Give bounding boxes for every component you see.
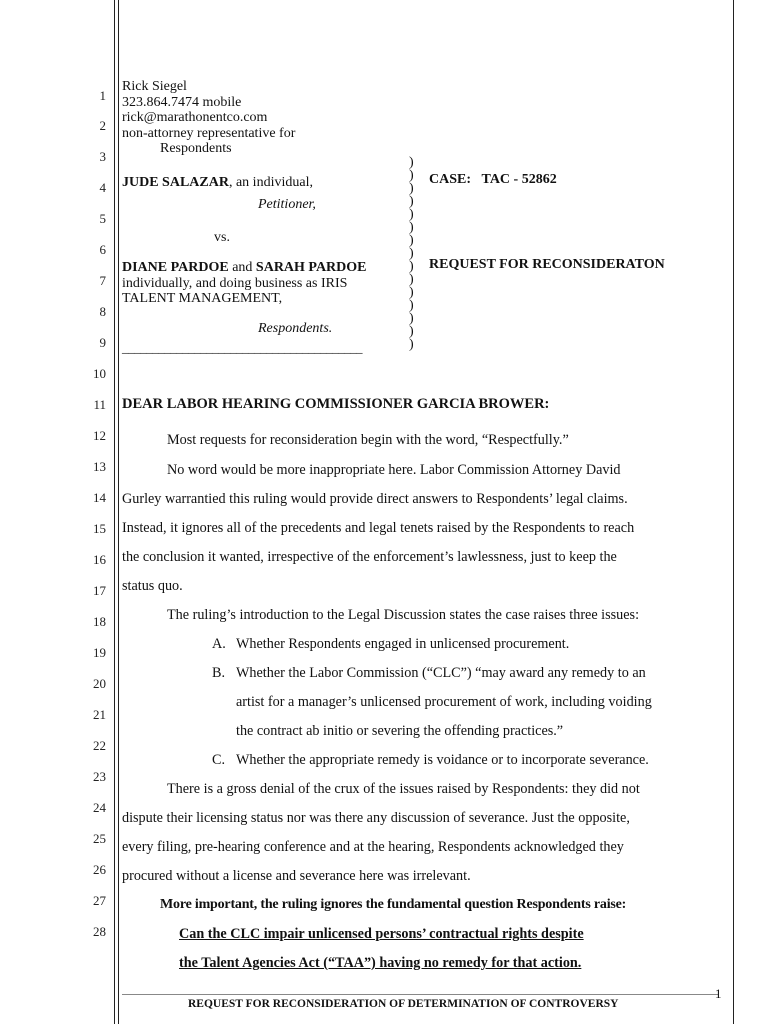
case-number-line: [429, 172, 557, 188]
respondent-description-1: individually, and doing business as IRIS: [122, 276, 348, 291]
line-number: 15: [93, 521, 106, 536]
question-line-2: the Talent Agencies Act (“TAA”) having no remedy for that action.: [179, 955, 582, 971]
paragraph-2-line-5: status quo.: [122, 578, 183, 594]
list-item-marker: C.: [212, 752, 226, 768]
line-number: 9: [99, 335, 106, 350]
list-item: Whether the appropriate remedy is voidance or to incorporate severance.: [236, 752, 649, 768]
line-number: 27: [93, 893, 106, 908]
list-item-continuation: the contract ab initio or severing the offending practices.”: [236, 723, 564, 739]
line-number: 18: [93, 614, 106, 629]
line-number: 16: [93, 552, 106, 567]
line-number: 14: [93, 490, 106, 505]
representative-name: Rick Siegel: [122, 79, 187, 94]
list-item-continuation: artist for a manager’s unlicensed procurement of work, including voiding: [236, 694, 652, 710]
line-number: 28: [93, 924, 106, 939]
conjunction-text: and: [228, 260, 256, 275]
line-number: 2: [99, 118, 106, 133]
line-number: 11: [93, 397, 106, 412]
left-margin-rule-1: [114, 0, 115, 1024]
representative-email: rick@marathonentco.com: [122, 110, 268, 125]
line-number: 5: [99, 211, 106, 226]
page-number: 1: [715, 986, 722, 1001]
line-number: 23: [93, 769, 106, 784]
respondent-label: Respondents.: [258, 321, 333, 336]
paragraph-2-line-2: Gurley warrantied this ruling would provide direct answers to Respondents’ legal claims.: [122, 491, 628, 507]
paragraph-4-line-1: There is a gross denial of the crux of the issues raised by Respondents: they did not: [167, 781, 640, 797]
representative-role: non-attorney representative for: [122, 126, 296, 141]
petitioner-line: [122, 175, 313, 191]
case-number: TAC - 52862: [481, 172, 557, 187]
paragraph-2-line-4: the conclusion it wanted, irrespective of the enforcement’s lawlessness, just to keep the: [122, 549, 617, 565]
line-number: 6: [99, 242, 106, 257]
line-number: 7: [99, 273, 106, 288]
paragraph-4-line-4: procured without a license and severance here was irrelevant.: [122, 868, 471, 884]
respondent-line: [122, 260, 367, 276]
line-number: 4: [99, 180, 106, 195]
question-line-1: Can the CLC impair unlicensed persons’ contractual rights despite: [179, 926, 584, 942]
line-number: 26: [93, 862, 106, 877]
line-number: 12: [93, 428, 106, 443]
paragraph-2-line-3: Instead, it ignores all of the precedents and legal tenets raised by the Respondents to reach: [122, 520, 635, 536]
line-number: 25: [93, 831, 106, 846]
respondent-description-2: TALENT MANAGEMENT,: [122, 291, 283, 306]
line-number: 22: [93, 738, 106, 753]
left-margin-rule-2: [118, 0, 119, 1024]
list-item: Whether Respondents engaged in unlicensed procurement.: [236, 636, 570, 652]
line-number: 17: [93, 583, 106, 598]
petitioner-name: JUDE SALAZAR: [122, 175, 229, 190]
line-number: 19: [93, 645, 106, 660]
line-number: 8: [99, 304, 106, 319]
respondent-name-2: SARAH PARDOE: [255, 260, 367, 275]
paragraph-5: More important, the ruling ignores the fundamental question Respondents raise:: [160, 897, 627, 912]
case-label: CASE:: [429, 172, 472, 187]
representative-client: Respondents: [160, 141, 232, 156]
paragraph-1: Most requests for reconsideration begin with the word, “Respectfully.”: [167, 432, 569, 448]
line-number: 1: [99, 88, 106, 103]
list-item-marker: A.: [212, 636, 226, 652]
representative-phone: 323.864.7474 mobile: [122, 95, 242, 110]
respondent-name-1: DIANE PARDOE: [122, 260, 229, 275]
list-item-marker: B.: [212, 665, 226, 681]
paragraph-2-line-1: No word would be more inappropriate here. Labor Commission Attorney David: [167, 462, 621, 478]
line-number: 24: [93, 800, 106, 815]
paragraph-4-line-2: dispute their licensing status nor was there any discussion of severance. Just the opposite,: [122, 810, 630, 826]
caption-parentheses: ) ) ) ) ) ) ) ) ) ) ) ) ) ) ): [409, 155, 414, 352]
line-number: 20: [93, 676, 106, 691]
footer-title: REQUEST FOR RECONSIDERATION OF DETERMINATION OF CONTROVERSY: [188, 998, 619, 1010]
caption-rule: ________________________________________: [122, 340, 362, 355]
paragraph-4-line-3: every filing, pre-hearing conference and at the hearing, Respondents acknowledged they: [122, 839, 624, 855]
versus-text: vs.: [214, 230, 230, 245]
right-margin-rule: [733, 0, 734, 1024]
line-number: 10: [93, 366, 106, 381]
petitioner-description: , an individual,: [228, 175, 313, 190]
line-number: 21: [93, 707, 106, 722]
list-item: Whether the Labor Commission (“CLC”) “may award any remedy to an: [236, 665, 646, 681]
document-title: REQUEST FOR RECONSIDERATON: [429, 257, 665, 272]
line-number: 13: [93, 459, 106, 474]
paragraph-3: The ruling’s introduction to the Legal Discussion states the case raises three issues:: [167, 607, 640, 623]
footer-rule: [122, 994, 718, 995]
salutation: DEAR LABOR HEARING COMMISSIONER GARCIA BROWER:: [122, 396, 550, 412]
line-number: 3: [99, 149, 106, 164]
petitioner-label: Petitioner,: [258, 197, 316, 212]
